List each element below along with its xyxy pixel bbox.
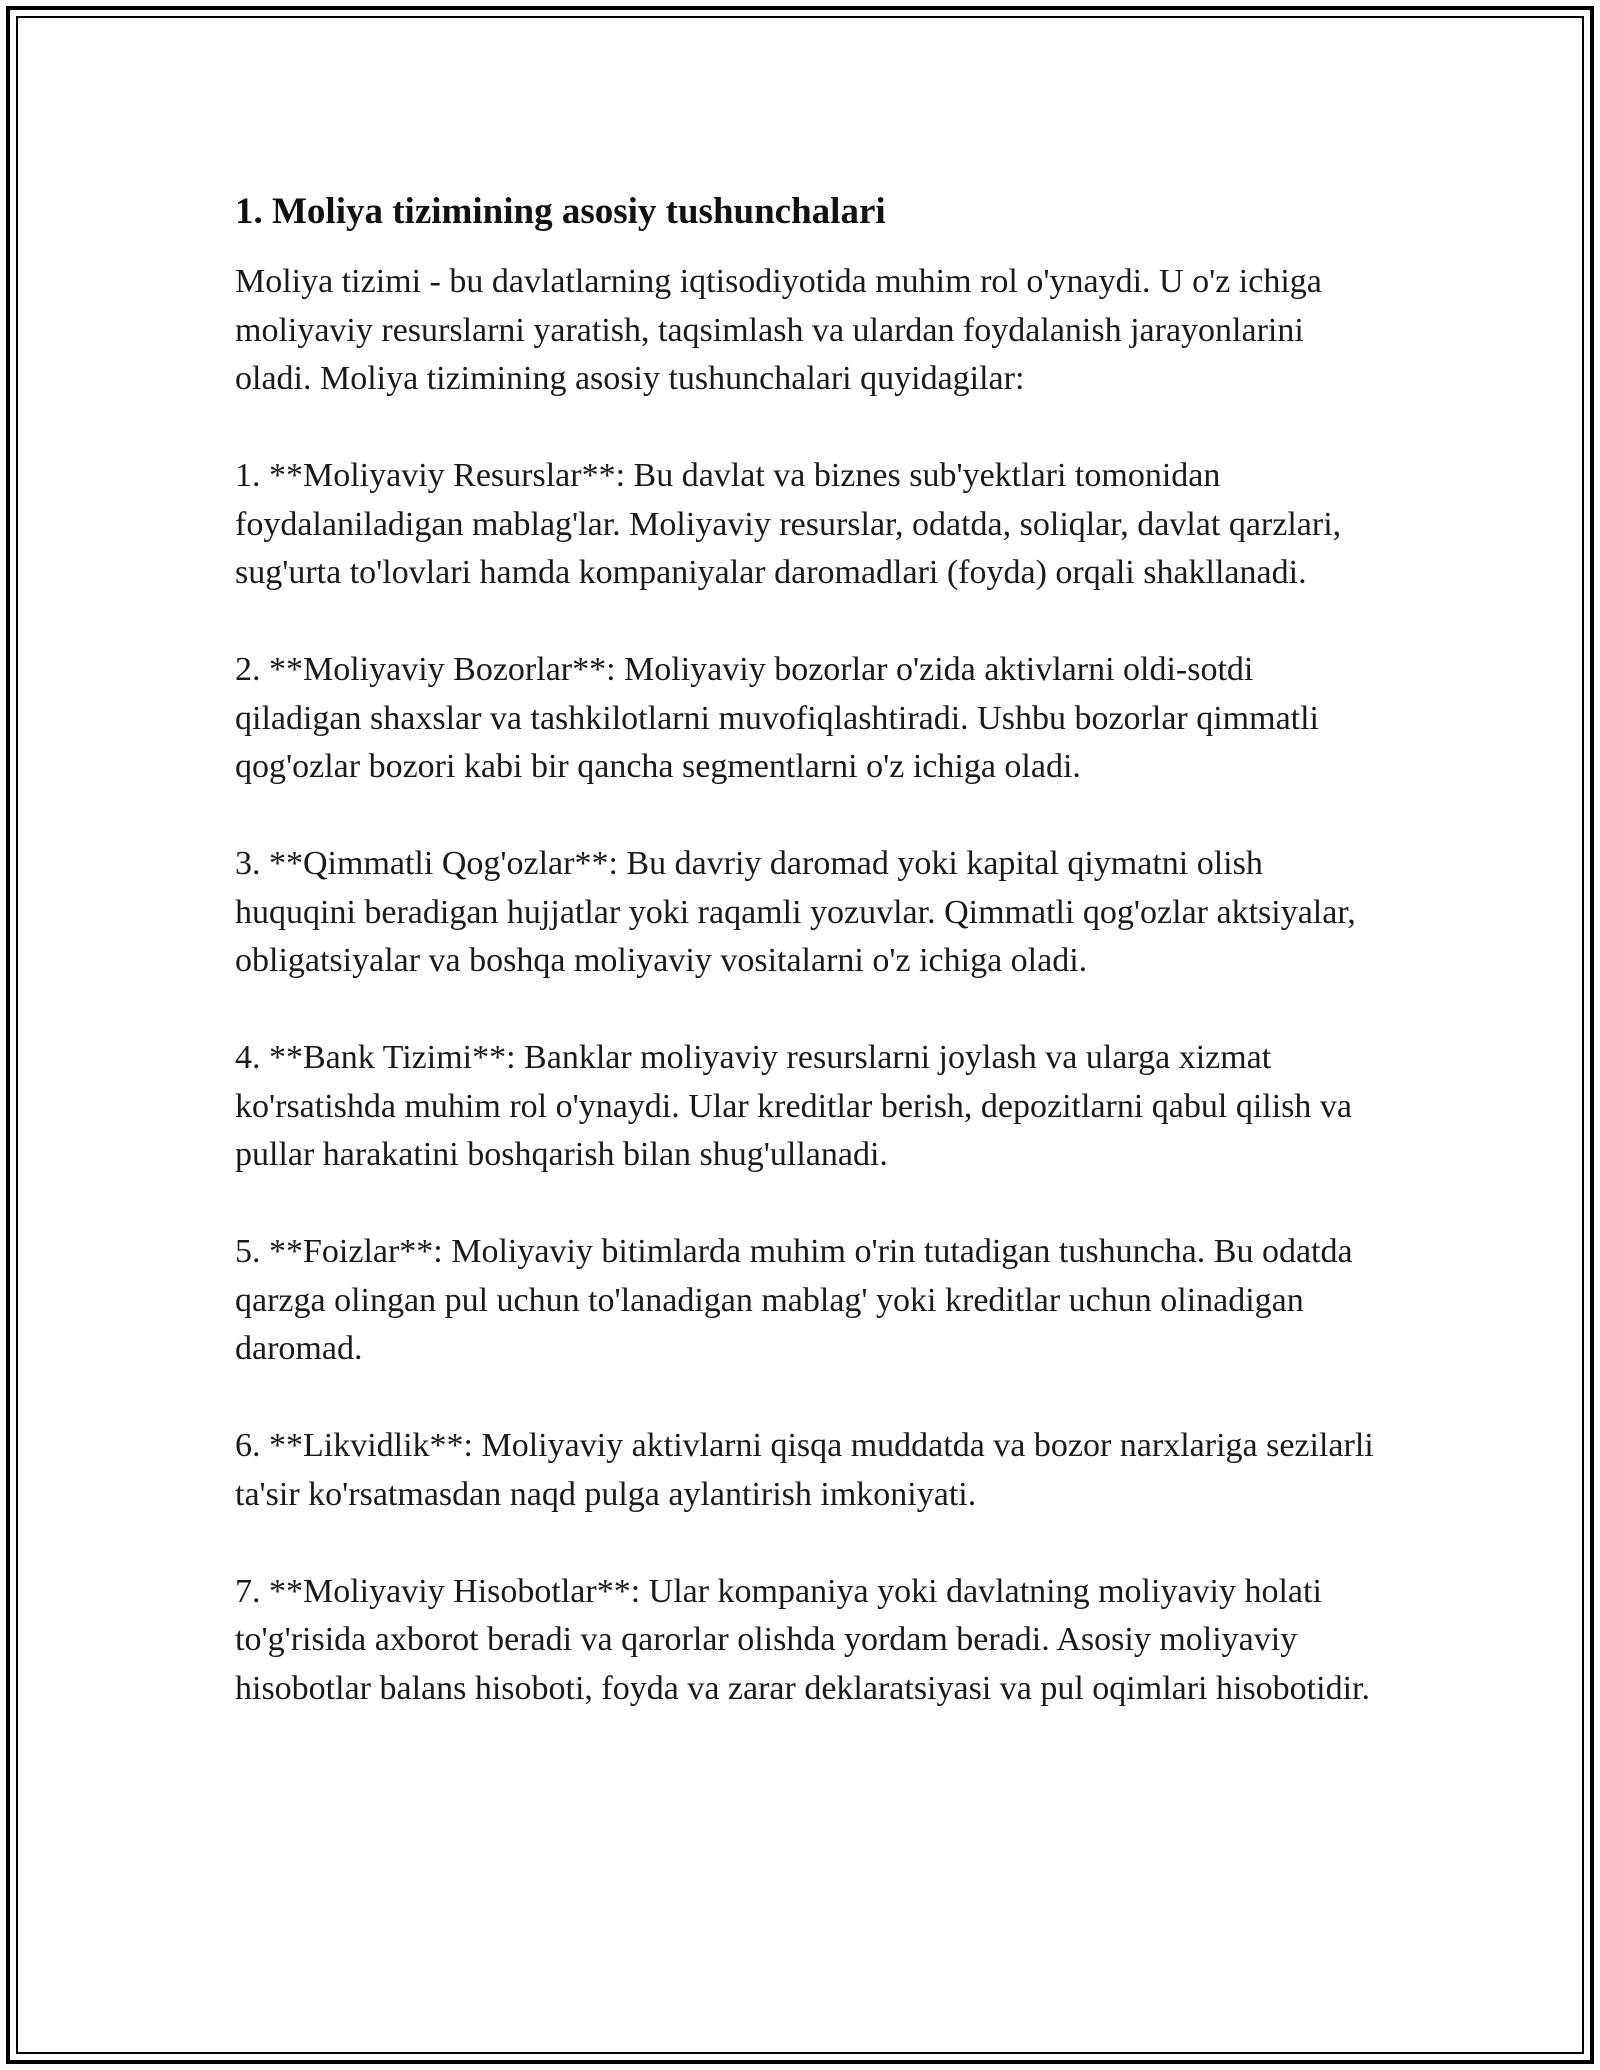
list-item-qimmatli-qogozlar: 3. **Qimmatli Qog'ozlar**: Bu davriy daromad yoki kapital qiymatni olish huquqini beradigan hujjatlar yoki raqamli yozuvlar. Qimmatli qog'ozlar aktsiyalar, obligatsiyalar va boshqa moliyaviy vositalarni o'z ichiga oladi. [235, 845, 1356, 979]
list-item-moliyaviy-bozorlar: 2. **Moliyaviy Bozorlar**: Moliyaviy bozorlar o'zida aktivlarni oldi-sotdi qiladigan shaxslar va tashkilotlarni muvofiqlashtiradi. Ushbu bozorlar qimmatli qog'ozlar bozori kabi bir qancha segmentlarni o'z ichiga oladi. [235, 651, 1319, 785]
document-body [235, 188, 1385, 1762]
list-item-moliyaviy-hisobotlar: 7. **Moliyaviy Hisobotlar**: Ular kompaniya yoki davlatning moliyaviy holati to'g'risida axborot beradi va qarorlar olishda yordam beradi. Asosiy moliyaviy hisobotlar balans hisoboti, foyda va zarar deklaratsiyasi va pul oqimlari hisobotidir. [235, 1572, 1370, 1707]
list-item-moliyaviy-resurslar: 1. **Moliyaviy Resurslar**: Bu davlat va biznes sub'yektlari tomonidan foydalaniladigan mablag'lar. Moliyaviy resurslar, odatda, soliqlar, davlat qarzlari, sug'urta to'lovlari hamda kompaniyalar daromadlari (foyda) orqali shakllanadi. [235, 457, 1342, 591]
section-heading: 1. Moliya tizimining asosiy tushunchalari [235, 191, 886, 232]
intro-paragraph: Moliya tizimi - bu davlatlarning iqtisodiyotida muhim rol o'ynaydi. U o'z ichiga moliyaviy resurslarni yaratish, taqsimlash va ulardan foydalanish jarayonlarini oladi. Moliya tizimining asosiy tushunchalari quyidagilar: [235, 263, 1322, 397]
list-item-bank-tizimi: 4. **Bank Tizimi**: Banklar moliyaviy resurslarni joylash va ularga xizmat ko'rsatishda muhim rol o'ynaydi. Ular kreditlar berish, depozitlarni qabul qilish va pullar harakatini boshqarish bilan shug'ullanadi. [235, 1039, 1353, 1173]
list-item-foizlar: 5. **Foizlar**: Moliyaviy bitimlarda muhim o'rin tutadigan tushuncha. Bu odatda qarzga olingan pul uchun to'lanadigan mablag' yoki kreditlar uchun olinadigan daromad. [235, 1233, 1353, 1367]
list-item-likvidlik: 6. **Likvidlik**: Moliyaviy aktivlarni qisqa muddatda va bozor narxlariga sezilarli ta'sir ko'rsatmasdan naqd pulga aylantirish imkoniyati. [235, 1427, 1374, 1513]
